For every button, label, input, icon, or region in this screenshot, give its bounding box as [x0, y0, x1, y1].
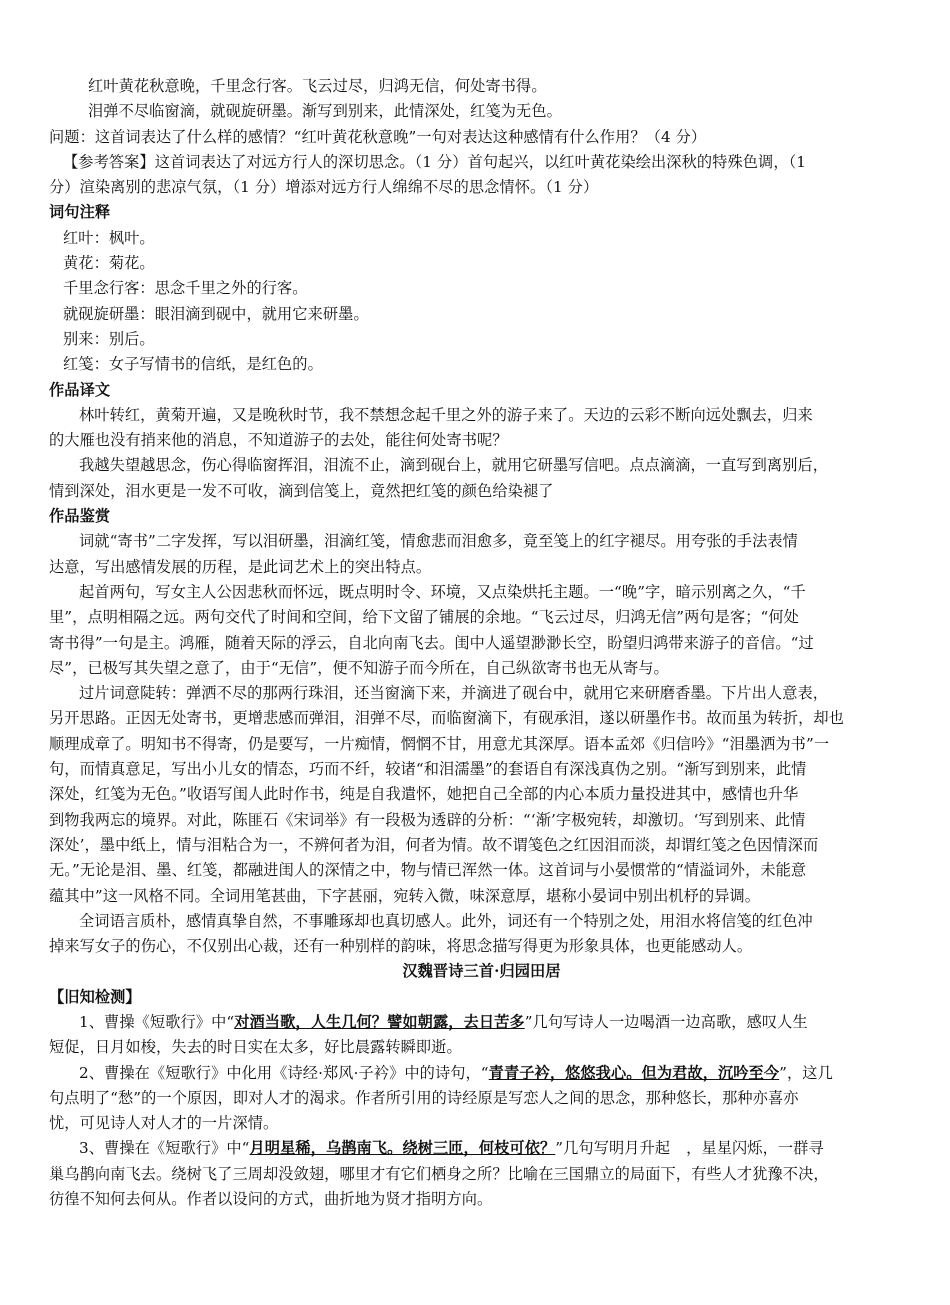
poem-line-2: 泪弹不尽临窗滴，就砚旋研墨。渐写到别来，此情深处，红笺为无色。 [88, 102, 562, 121]
note-item: 黄花：菊花。 [63, 254, 155, 273]
appreciation-line: 无。”无论是泪、墨、红笺，都融进闺人的深情之中，物与情已浑然一体。这首词与小晏惯常的“情溢词外，未能意 [49, 861, 807, 880]
translation-heading: 作品译文 [49, 380, 111, 399]
appreciation-line: 蕴其中”这一风格不同。全词用笔甚曲，下字甚丽，宛转入微，味深意厚，堪称小晏词中别出机杼的异调。 [49, 886, 761, 905]
answer-line-1: 【参考答案】这首词表达了对远方行人的深切思念。（1 分）首句起兴，以红叶黄花染绘出深秋的特殊色调，（1 [63, 152, 807, 171]
review-question-2 [49, 1061, 914, 1086]
appreciation-line: 起首两句，写女主人公因悲秋而怀远，既点明时令、环境，又点染烘托主题。一“晚”字，暗示别离之久，“千 [79, 582, 806, 601]
appreciation-line: 过片词意陡转：弹洒不尽的那两行珠泪，还当窗滴下来，并滴进了砚台中，就用它来研磨香墨。下片出人意表， [79, 684, 829, 703]
answer-line-2: 分）渲染离别的悲凉气氛，（1 分）增添对远方行人绵绵不尽的思念情怀。（1 分） [49, 178, 599, 197]
q1-answer: 对酒当歌，人生几何？譬如朝露，去日苦多 [234, 1012, 525, 1031]
appreciation-line: 里”，点明相隔之远。两句交代了时间和空间，给下文留了铺展的余地。“飞云过尽，归鸿无信”两句是客；“何处 [49, 608, 799, 627]
review-question-1-cont: 短促，日月如梭，失去的时日实在太多，好比晨露转瞬即逝。 [49, 1038, 462, 1057]
appreciation-line: 深处，红笺为无色。”收语写闺人此时作书，纯是自我遣怀，她把自己全部的内心本质力量投进其中，感情也升华 [49, 785, 799, 804]
translation-line: 情到深处，泪水更是一发不可收，滴到信笺上，竟然把红笺的颜色给染褪了 [49, 481, 554, 500]
note-item: 就砚旋研墨：眼泪滴到砚中，就用它来研墨。 [63, 304, 369, 323]
translation-line: 林叶转红，黄菊开遍，又是晚秋时节，我不禁想念起千里之外的游子来了。天边的云彩不断向远处飘去，归来 [79, 405, 813, 424]
note-item: 别来：别后。 [63, 329, 155, 348]
review-question-3-cont: 彷徨不知何去何从。作者以设问的方式，曲折地为贤才指明方向。 [49, 1190, 493, 1209]
appreciation-line: 尽”，已极写其失望之意了，由于“无信”，便不知游子而今所在，自己纵欲寄书也无从寄与。 [49, 658, 669, 677]
note-item: 红笺：女子写情书的信纸，是红色的。 [63, 355, 323, 374]
section-title: 汉魏晋诗三首·归园田居 [402, 962, 561, 981]
question: 问题：这首词表达了什么样的感情？“红叶黄花秋意晚”一句对表达这种感情有什么作用？（4 分） [49, 127, 707, 146]
appreciation-line: 顺理成章了。明知书不得寄，仍是要写，一片痴情，惘惘不甘，用意尤其深厚。语本孟郊《归信吟》“泪墨洒为书”一 [49, 734, 830, 753]
review-question-3 [49, 1136, 914, 1161]
review-question-2-cont: 句点明了“愁”的一个原因，即对人才的渴求。作者所引用的诗经原是写恋人之间的思念，那种悠长，那种亦喜亦 [49, 1088, 799, 1107]
q3-suffix: ”几句写明月升起 [555, 1139, 671, 1158]
appreciation-line: 深处’，墨中纸上，情与泪粘合为一，不辨何者为泪，何者为情。故不谓笺色之红因泪而淡，却谓红笺之色因情深而 [49, 835, 819, 854]
review-question-1 [49, 1010, 914, 1035]
appreciation-line: 到物我两忘的境界。对此，陈匪石《宋词举》有一段极为透辟的分析：“‘渐’字极宛转，却激切。‘写到别来、此情 [49, 810, 806, 829]
translation-line: 我越失望越思念，伤心得临窗挥泪，泪流不止，滴到砚台上，就用它研墨写信吧。点点滴滴，一直写到离别后， [79, 456, 829, 475]
q3-prefix: 3、曹操在《短歌行》中“ [79, 1139, 250, 1158]
translation-line: 的大雁也没有捎来他的消息，不知道游子的去处，能往何处寄书呢？ [49, 431, 508, 450]
appreciation-heading: 作品鉴赏 [49, 507, 111, 526]
poem-line-1: 红叶黄花秋意晚，千里念行客。飞云过尽，归鸿无信，何处寄书得。 [88, 77, 547, 95]
q3-suffix-2: ，星星闪烁，一群寻 [686, 1139, 824, 1158]
review-question-2-cont: 忧，可见诗人对人才的一片深情。 [49, 1114, 279, 1133]
review-heading: 【旧知检测】 [49, 987, 141, 1006]
appreciation-line: 另开思路。正因无处寄书，更增悲感而弹泪，泪弹不尽，而临窗滴下，有砚承泪，遂以研墨作书。故而虽为转折，却也 [49, 709, 844, 728]
appreciation-line: 寄书得”一句是主。鸿雁，随着天际的浮云，自北向南飞去。闺中人遥望渺渺长空，盼望归鸿带来游子的音信。“过 [49, 633, 814, 652]
q2-prefix: 2、曹操在《短歌行》中化用《诗经·郑风·子衿》中的诗句，“ [79, 1063, 489, 1082]
note-item: 红叶：枫叶。 [63, 228, 155, 247]
q2-answer: 青青子衿，悠悠我心。但为君故，沉吟至今 [488, 1063, 780, 1082]
q2-suffix: ”，这几 [779, 1063, 833, 1082]
appreciation-line: 全词语言质朴，感情真挚自然，不事雕琢却也真切感人。此外，词还有一个特别之处，用泪水将信笺的红色冲 [79, 911, 813, 930]
q1-prefix: 1、曹操《短歌行》中“ [79, 1012, 235, 1031]
appreciation-line: 掉来写女子的伤心，不仅别出心裁，还有一种别样的韵味，将思念描写得更为形象具体，也更能感动人。 [49, 937, 753, 956]
appreciation-line: 句，而情真意足，写出小儿女的情态，巧而不纤，较诸“和泪濡墨”的套语自有深浅真伪之别。“渐写到别来，此情 [49, 760, 807, 779]
appreciation-line: 达意，写出感情发展的历程，是此词艺术上的突出特点。 [49, 557, 432, 576]
review-question-3-cont: 巢乌鹊向南飞去。绕树飞了三周却没敛翅，哪里才有它们栖身之所？比喻在三国鼎立的局面下，有些人才犹豫不决， [49, 1164, 829, 1183]
appreciation-line: 词就“寄书”二字发挥，写以泪研墨，泪滴红笺，情愈悲而泪愈多，竟至笺上的红字褪尽。用夸张的手法表情 [79, 532, 798, 551]
note-item: 千里念行客：思念千里之外的行客。 [63, 279, 308, 298]
notes-heading: 词句注释 [49, 203, 111, 222]
q3-answer: 月明星稀，乌鹊南飞。绕树三匝，何枝可依？ [249, 1139, 556, 1158]
q1-suffix: ”几句写诗人一边喝酒一边高歌，感叹人生 [524, 1012, 808, 1031]
